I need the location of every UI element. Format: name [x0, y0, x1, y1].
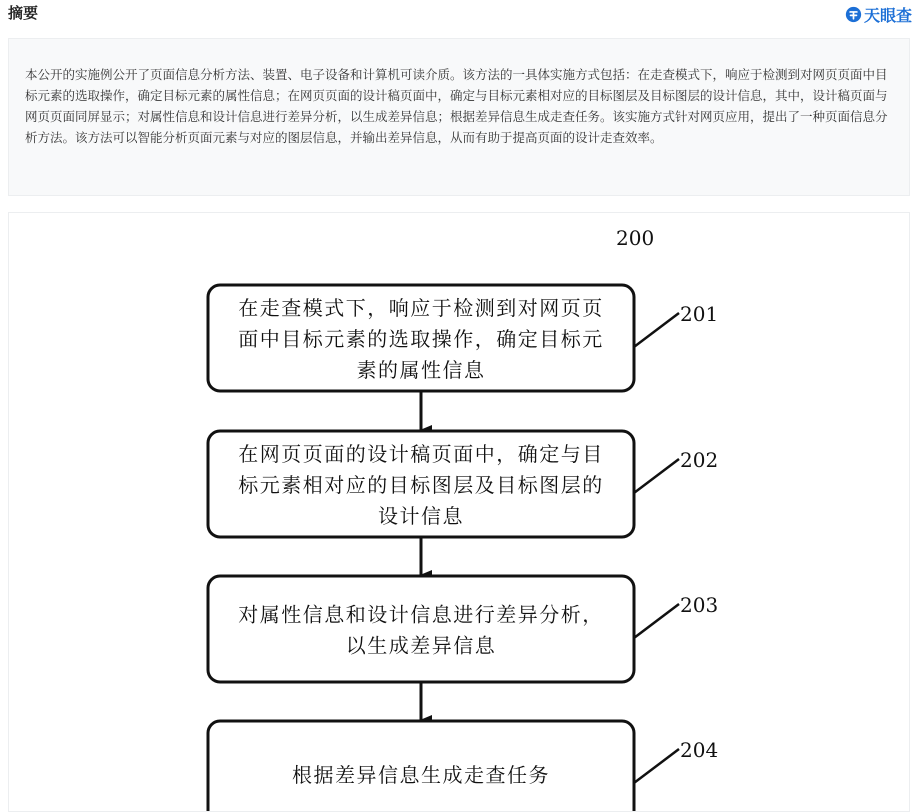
figure-number: 200 — [616, 226, 655, 250]
step-box — [208, 576, 634, 682]
flow-step-203 — [208, 576, 718, 682]
flow-step-201 — [208, 285, 718, 391]
section-title: 摘要 — [8, 4, 39, 22]
step-reference-number: 204 — [680, 738, 719, 762]
step-text-line: 设计信息 — [378, 504, 464, 528]
flow-step-204 — [208, 721, 718, 811]
reference-leader-line — [634, 459, 679, 493]
reference-leader-line — [634, 313, 679, 347]
tianyancha-logo-icon — [845, 6, 862, 23]
brand-logo[interactable] — [845, 2, 912, 26]
abstract-panel — [8, 38, 910, 196]
step-text-line: 标元素相对应的目标图层及目标图层的 — [238, 473, 604, 497]
step-text-line: 对属性信息和设计信息进行差异分析， — [238, 602, 604, 627]
reference-leader-line — [634, 749, 679, 783]
step-text-line: 根据差异信息生成走查任务 — [292, 763, 550, 787]
step-text-line: 以生成差异信息 — [345, 633, 497, 658]
brand-name: 天眼查 — [863, 5, 912, 25]
step-text-line: 素的属性信息 — [356, 358, 486, 382]
flowchart — [9, 213, 909, 811]
step-text-line: 面中目标元素的选取操作，确定目标元 — [238, 327, 604, 351]
patent-figure — [8, 212, 910, 812]
reference-leader-line — [634, 604, 679, 638]
abstract-text: 本公开的实施例公开了页面信息分析方法、装置、电子设备和计算机可读介质。该方法的一具体实施方式包括：在走查模式下，响应于检测到对网页页面中目标元素的选取操作，确定目标元素的属性信息；在网页页面的设计稿页面中，确定与目标元素相对应的目标图层及目标图层的设计信息，其中，设计稿页面与网页页面同屏显示；对属性信息和设计信息进行差异分析，以生成差异信息；根据差异信息生成走查任务。该实施方式针对网页应用，提出了一种页面信息分析方法。该方法可以智能分析页面元素与对应的图层信息，并输出差异信息，从而有助于提高页面的设计走查效率。 — [25, 67, 888, 145]
step-reference-number: 202 — [680, 448, 719, 472]
abstract-header — [0, 0, 920, 34]
step-text-line: 在网页页面的设计稿页面中，确定与目 — [238, 442, 604, 466]
step-text-line: 在走查模式下，响应于检测到对网页页 — [238, 296, 604, 320]
step-reference-number: 203 — [680, 593, 719, 617]
step-reference-number: 201 — [680, 302, 719, 326]
flow-step-202 — [208, 431, 718, 537]
